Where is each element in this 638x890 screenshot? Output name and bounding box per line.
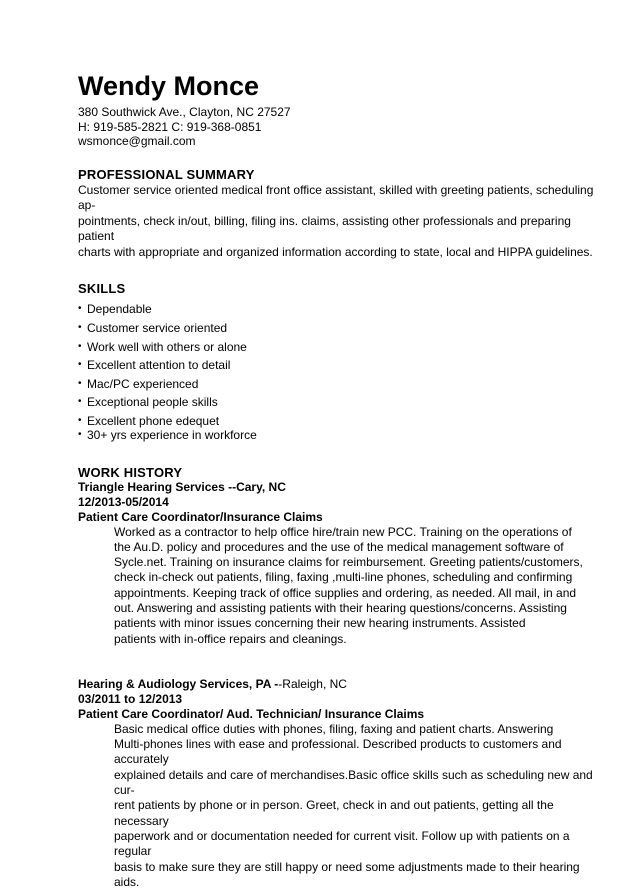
description-line: Multi-phones lines with ease and professional. Described products to customers and accurately bbox=[114, 737, 562, 767]
summary-line: pointments, check in/out, billing, filing ins. claims, assisting other professionals and preparing patient bbox=[78, 213, 571, 243]
skills-list bbox=[78, 302, 598, 442]
description-line: appointments. Keeping track of office supplies and ordering, as needed. All mail, in and bbox=[114, 585, 577, 600]
description-line: patients with minor issues concerning their new hearing instruments. Assisted bbox=[114, 616, 526, 631]
employer-location: -Raleigh, NC bbox=[278, 676, 347, 691]
employer: Hearing & Audiology Services, PA - bbox=[78, 676, 279, 691]
job-entry bbox=[78, 677, 598, 890]
skill-item: • Excellent attention to detail bbox=[78, 358, 598, 372]
employer: Triangle Hearing Services --Cary, NC bbox=[78, 479, 286, 494]
phone-numbers: H: 919-585-2821 C: 919-368-0851 bbox=[78, 119, 262, 134]
job-dates: 03/2011 to 12/2013 bbox=[78, 691, 183, 706]
description-line: paperwork and or documentation needed for current visit. Follow up with patients on a regular bbox=[114, 828, 570, 859]
skill-item: • 30+ yrs experience in workforce bbox=[78, 428, 598, 442]
description-line: basis to make sure they are still happy or need some adjustments made to their hearing aids. bbox=[114, 859, 580, 889]
job-description bbox=[114, 525, 594, 647]
description-line: the Au.D. policy and procedures and the use of the medical management software of bbox=[114, 539, 564, 554]
skill-item: • Work well with others or alone bbox=[78, 340, 598, 354]
description-line: patients with in-office repairs and cleanings. bbox=[114, 631, 347, 646]
candidate-name: Wendy Monce bbox=[78, 71, 260, 101]
job-dates: 12/2013-05/2014 bbox=[78, 494, 169, 509]
description-line: out. Answering and assisting patients with their hearing questions/concerns. Assisting bbox=[114, 600, 567, 615]
address: 380 Southwick Ave., Clayton, NC 27527 bbox=[78, 105, 291, 119]
skill-item: • Excellent phone edequet bbox=[78, 414, 598, 428]
job-title: Patient Care Coordinator/ Aud. Technician/ Insurance Claims bbox=[78, 706, 425, 721]
summary-text bbox=[78, 183, 598, 261]
summary-line: charts with appropriate and organized information according to state, local and HIPPA guidelines. bbox=[78, 244, 593, 259]
job-title: Patient Care Coordinator/Insurance Claims bbox=[78, 509, 323, 524]
skill-item: • Mac/PC experienced bbox=[78, 377, 598, 391]
summary-line: Customer service oriented medical front office assistant, skilled with greeting patients, scheduling ap- bbox=[78, 182, 594, 212]
contact-block bbox=[78, 105, 598, 149]
description-line: Worked as a contractor to help office hire/train new PCC. Training on the operations of bbox=[114, 524, 572, 539]
job-description bbox=[114, 722, 594, 890]
email: wsmonce@gmail.com bbox=[78, 134, 196, 148]
description-line: Basic medical office duties with phones, filing, faxing and patient charts. Answering bbox=[114, 721, 554, 736]
skill-item: • Dependable bbox=[78, 302, 598, 316]
description-line: explained details and care of merchandises.Basic office skills such as scheduling new and cur- bbox=[114, 767, 593, 798]
skill-item: • Exceptional people skills bbox=[78, 395, 598, 409]
work-history-heading: WORK HISTORY bbox=[78, 464, 183, 480]
skill-item: • Customer service oriented bbox=[78, 321, 598, 335]
resume-page bbox=[78, 70, 598, 890]
description-line: Sycle.net. Training on insurance claims for reimbursement. Greeting patients/customers, bbox=[114, 555, 583, 570]
description-line: rent patients by phone or in person. Greet, check in and out patients, getting all the necessary bbox=[114, 798, 554, 828]
skills-heading: SKILLS bbox=[78, 281, 126, 296]
employer-line bbox=[78, 677, 598, 692]
job-entry bbox=[78, 480, 598, 647]
summary-heading: PROFESSIONAL SUMMARY bbox=[78, 166, 255, 182]
description-line: check in-check out patients, filing, faxing ,multi-line phones, scheduling and confirming bbox=[114, 570, 573, 585]
